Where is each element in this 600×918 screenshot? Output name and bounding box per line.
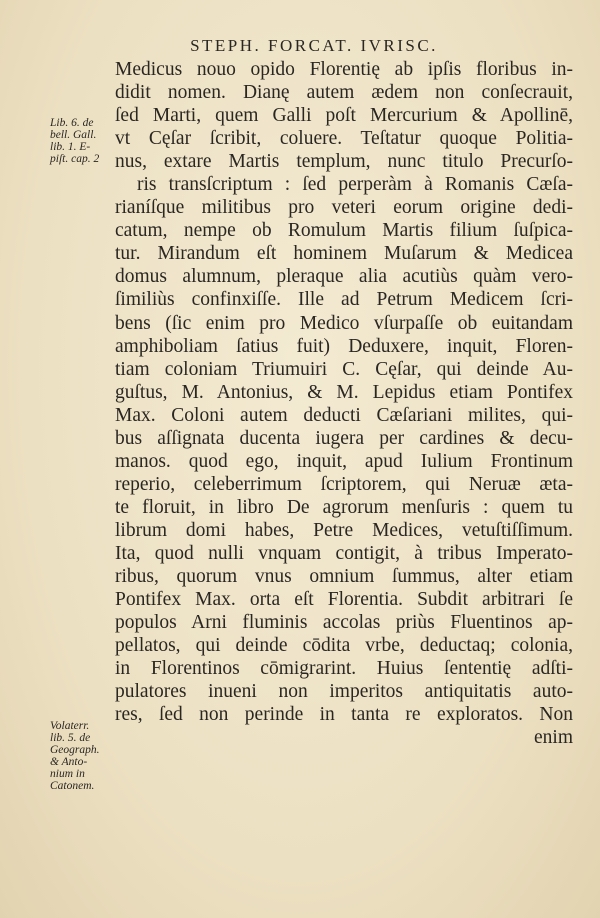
text-line: te floruit, in libro De agrorum menſuris : quem tu	[115, 496, 573, 518]
margin-note-line: lib. 5. de	[50, 732, 91, 744]
text-line: populos Arni fluminis accolas priùs Fluentinos ap-	[115, 612, 573, 634]
text-line: ribus, quorum vnus omnium ſummus, alter etiam	[115, 566, 573, 588]
text-line: reperio, celeberrimum ſcriptorem, qui Neruæ æta-	[115, 473, 573, 495]
text-line: tiam coloniam Triumuiri C. Cęſar, qui deinde Au-	[115, 358, 573, 380]
body-text	[115, 58, 573, 749]
catchword: enim	[534, 727, 573, 749]
text-line: vt Cęſar ſcribit, coluere. Teſtatur quoque Politia-	[115, 128, 573, 150]
margin-note-line: Volaterr.	[50, 720, 90, 732]
text-line: Max. Coloni autem deducti Cæſariani milites, qui-	[115, 404, 573, 426]
text-line: Medicus nouo opido Florentię ab ipſis floribus in-	[115, 59, 573, 80]
text-line: librum domi habes, Petre Medices, vetuſtiſſimum.	[115, 519, 573, 541]
text-line: Pontifex Max. orta eſt Florentia. Subdit arbitrari ſe	[115, 589, 573, 611]
text-line: rianíſque militibus pro veteri eorum origine dedi-	[115, 197, 573, 219]
text-line: bens (ſic enim pro Medico vſurpaſſe ob euitandam	[115, 312, 573, 334]
text-line: ris transſcriptum : ſed perperàm à Romanis Cæſa-	[137, 174, 573, 196]
margin-note-line: Lib. 6. de	[50, 117, 94, 129]
text-line: res, ſed non perinde in tanta re exploratos. Non	[115, 704, 573, 726]
margin-note-bottom	[50, 720, 118, 792]
text-line: amphiboliam ſatius fuit) Deduxere, inquit, Floren-	[115, 335, 573, 357]
text-line: catum, nempe ob Romulum Martis filium ſuſpica-	[115, 220, 573, 242]
text-line: ſimiliùs confinxiſſe. Ille ad Petrum Medicem ſcri-	[115, 289, 573, 311]
text-line: didit nomen. Dianę autem ædem non conſecrauit,	[115, 82, 573, 104]
margin-note-line: Catonem.	[50, 780, 95, 792]
text-line: pellatos, qui deinde cōdita vrbe, deductaq; colonia,	[115, 635, 573, 657]
margin-note-line: Geograph.	[50, 744, 100, 756]
margin-note-line: nium in	[50, 768, 85, 780]
text-line: in Florentinos cōmigrarint. Huius ſententię adſti-	[115, 658, 573, 680]
margin-note-line: piſt. cap. 2	[50, 153, 100, 165]
running-header: STEPH. FORCAT. IVRISC.	[190, 36, 438, 55]
text-line: Ita, quod nulli vnquam contigit, à tribus Imperato-	[115, 542, 573, 564]
text-line: pulatores inueni non imperitos antiquitatis auto-	[115, 681, 573, 703]
margin-note-top	[50, 117, 118, 165]
text-line: bus aſſignata ducenta iugera per cardines & decu-	[115, 427, 573, 449]
text-line: manos. quod ego, inquit, apud Iulium Frontinum	[115, 450, 573, 472]
text-line: domus alumnum, pleraque alia acutiùs quàm vero-	[115, 266, 573, 288]
margin-note-line: bell. Gall.	[50, 129, 97, 141]
text-line: ſed Marti, quem Galli poſt Mercurium & Apollinē,	[115, 105, 573, 127]
text-line: nus, extare Martis templum, nunc titulo Precurſo-	[115, 151, 573, 173]
text-line: tur. Mirandum eſt hominem Muſarum & Medicea	[115, 243, 573, 265]
text-line: guſtus, M. Antonius, & M. Lepidus etiam Pontifex	[115, 381, 573, 403]
margin-note-line: & Anto-	[50, 756, 88, 768]
margin-note-line: lib. 1. E-	[50, 141, 91, 153]
